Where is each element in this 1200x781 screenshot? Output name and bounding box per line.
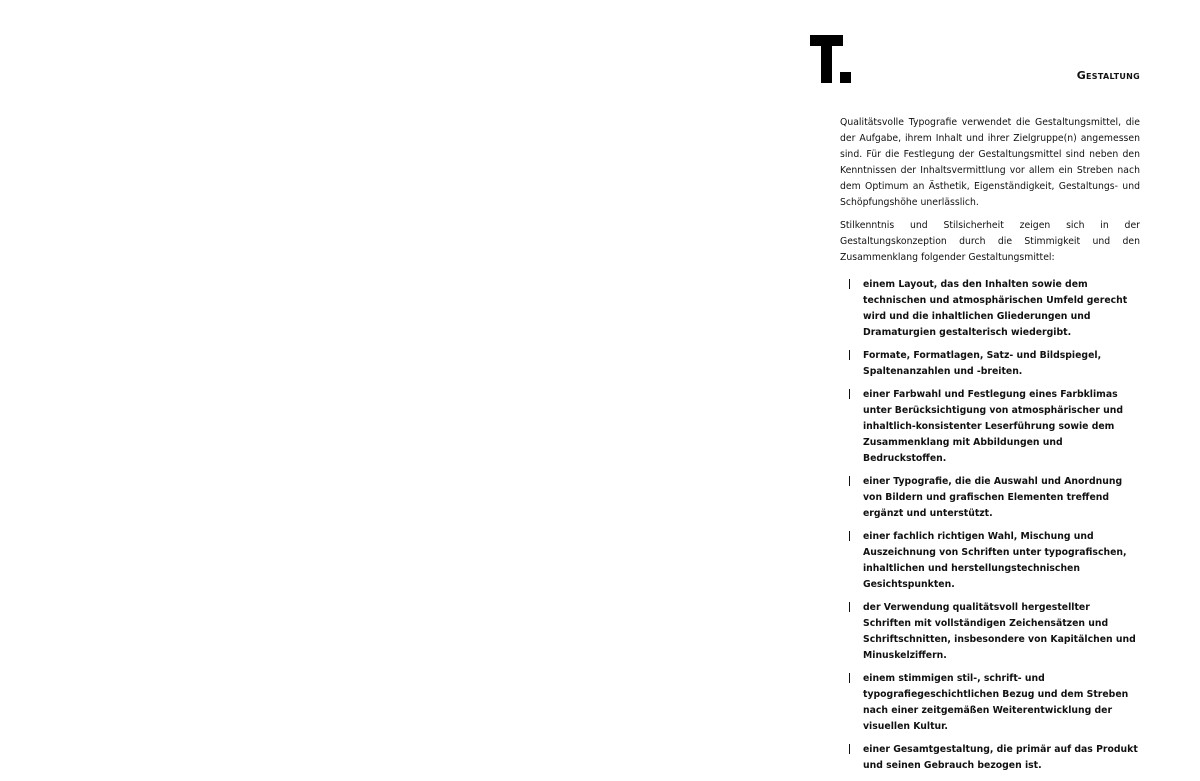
list-item-text: Formate, Formatlagen, Satz- und Bildspiegel, Spaltenanzahlen und -breiten. [863,350,1102,377]
list-item [840,671,1140,735]
vertical-bar-icon [849,673,850,683]
list-item [840,348,1140,380]
intro-paragraph: Qualitätsvolle Typografie verwendet die Gestaltungsmittel, die der Aufgabe, ihrem Inhalt und ihrer Zielgruppe(n) angemessen sind. Für die Festlegung der Gestaltungsmittel sind neben den Kenntnissen der Inhaltsvermittlung vor allem ein Streben nach dem Optimum an Ästhetik, Eigenständigkeit, Gestaltungs- und Schöpfungshöhe unerlässlich. [840,117,1140,208]
list-item [840,742,1140,774]
criteria-list [840,277,1140,774]
vertical-bar-icon [849,602,850,612]
intro-paragraph: Stilkenntnis und Stilsicherheit zeigen sich in der Gestaltungskonzeption durch die Stimmigkeit und den Zusammenklang folgender Gestaltungsmittel: [840,220,1140,263]
list-item-text: der Verwendung qualitätsvoll hergestellter Schriften mit vollständigen Zeichensätzen und Schriftschnitten, insbesondere von Kapitälchen und Minuskelziffern. [863,602,1136,661]
list-item [840,277,1140,341]
vertical-bar-icon [849,744,850,754]
vertical-bar-icon [849,531,850,541]
list-item-text: einer fachlich richtigen Wahl, Mischung und Auszeichnung von Schriften unter typografischen, inhaltlichen und herstellungstechnischen Gesichtspunkten. [863,531,1127,590]
vertical-bar-icon [849,279,850,289]
left-page [0,0,600,720]
list-item [840,387,1140,467]
section-title: Gestaltung [1076,69,1140,82]
list-item-text: einem stimmigen stil-, schrift- und typografiegeschichtlichen Bezug und dem Streben nach einer zeitgemäßen Weiterentwicklung der visuellen Kultur. [863,673,1129,732]
vertical-bar-icon [849,476,850,486]
body-column [840,115,1140,781]
list-item [840,529,1140,593]
list-item [840,600,1140,664]
right-page [600,0,1200,771]
list-item-text: einer Farbwahl und Festlegung eines Farbklimas unter Berücksichtigung von atmosphärischer und inhaltlich-konsistenter Leserführung sowie dem Zusammenklang mit Abbildungen und Bedruckstoffen. [863,389,1123,464]
list-item-text: einer Typografie, die die Auswahl und Anordnung von Bildern und grafischen Elementen treffend ergänzt und unterstützt. [863,476,1123,519]
letter-t-period-logo-icon [810,35,852,83]
list-item-text: einem Layout, das den Inhalten sowie dem technischen und atmosphärischen Umfeld gerecht wird und die inhaltlichen Gliederungen und Dramaturgien gestalterisch wiedergibt. [863,279,1128,338]
vertical-bar-icon [849,389,850,399]
list-item [840,474,1140,522]
vertical-bar-icon [849,350,850,360]
list-item-text: einer Gesamtgestaltung, die primär auf das Produkt und seinen Gebrauch bezogen ist. [863,744,1138,771]
